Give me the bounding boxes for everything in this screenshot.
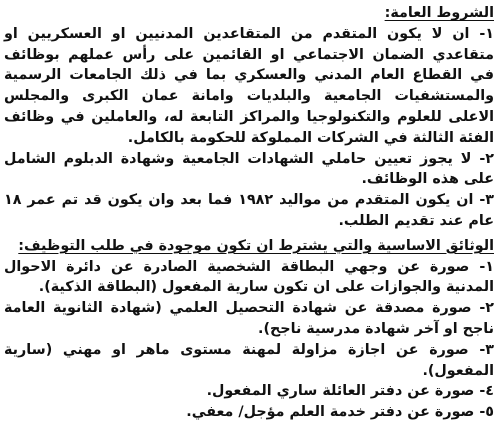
general-conditions-heading: الشروط العامة: bbox=[384, 5, 494, 21]
document-item-2: ٢- صورة مصدقة عن شهادة التحصيل العلمي (شهادة الثانوية العامة ناجح او آخر شهادة مدرسية ناجح). bbox=[4, 300, 494, 337]
required-documents-heading: الوثائق الاساسية والتي يشترط ان تكون موجودة في طلب التوظيف: bbox=[18, 237, 494, 254]
condition-item-2: ٢- لا يجوز تعيين حاملي الشهادات الجامعية وشهادة الدبلوم الشامل على هذه الوظائف. bbox=[4, 150, 494, 188]
document-item-4: ٤- صورة عن دفتر العائلة ساري المفعول. bbox=[206, 383, 494, 400]
document-item-5: ٥- صورة عن دفتر خدمة العلم مؤجل/ معفي. bbox=[186, 404, 494, 421]
document-item-1: ١- صورة عن وجهي البطاقة الشخصية الصادرة عن دائرة الاحوال المدنية والجوازات على ان تكون سارية المفعول (البطاقة الذكية). bbox=[4, 258, 494, 296]
condition-item-3: ٣- ان يكون المتقدم من مواليد ١٩٨٢ فما بعد وان يكون قد تم عمر ١٨ عام عند تقديم الطلب. bbox=[4, 192, 494, 229]
document-item-3: ٣- صورة عن اجازة مزاولة لمهنة مستوى ماهر او مهني (سارية المفعول). bbox=[4, 341, 494, 379]
condition-item-1: ١- ان لا يكون المتقدم من المتقاعدين المدنيين او العسكريين او متقاعدي الضمان الاجتماعي او القائمين على رأس عملهم بوظائف في القطاع العام المدني والعسكري بما في ذلك الجامعات الرسمية والمستشفيات الجامعية والبلديات وامانة عمان الكبرى والمجلس الاعلى للعلوم والتكنولوجيا والمراكز التابعة له، والعاملين في وظائف الفئة الثالثة في الشركات المملوكة للحكومة بالكامل. bbox=[4, 25, 494, 146]
